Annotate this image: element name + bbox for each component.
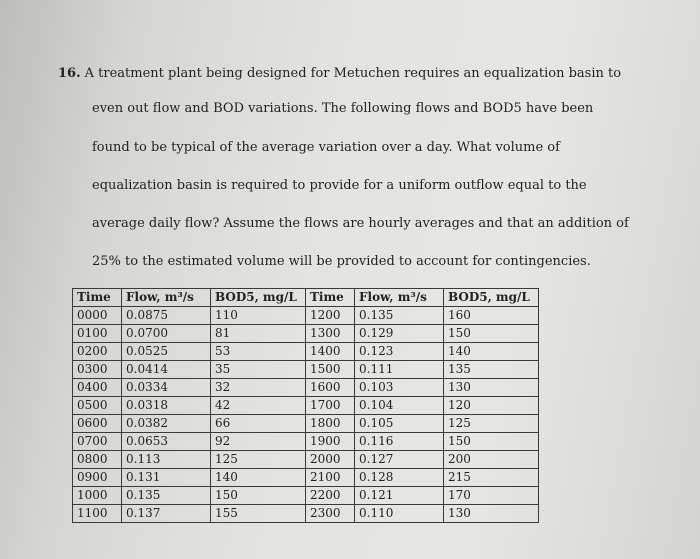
table-header-row [73, 289, 539, 307]
table-cell: 0.0700 [122, 325, 211, 343]
table-cell: 200 [444, 451, 539, 469]
problem-line-3: found to be typical of the average variation over a day. What volume of [92, 140, 560, 155]
table-cell: 66 [211, 415, 306, 433]
table-cell: 0400 [73, 379, 122, 397]
table-cell: 0100 [73, 325, 122, 343]
table-cell: 0.137 [122, 505, 211, 523]
table-cell: 110 [211, 307, 306, 325]
table-row [73, 343, 539, 361]
table-cell: 0900 [73, 469, 122, 487]
table-row [73, 361, 539, 379]
table-cell: 0.121 [355, 487, 444, 505]
table-cell: 0.127 [355, 451, 444, 469]
problem-line-2: even out flow and BOD variations. The following flows and BOD5 have been [92, 101, 594, 116]
table-cell: 150 [444, 325, 539, 343]
table-cell: 160 [444, 307, 539, 325]
table-cell: 2000 [306, 451, 355, 469]
table-cell: 92 [211, 433, 306, 451]
table-cell: 150 [444, 433, 539, 451]
table-cell: 155 [211, 505, 306, 523]
table-row [73, 469, 539, 487]
table-row [73, 307, 539, 325]
header-bod-2: BOD5, mg/L [444, 289, 539, 307]
table-cell: 32 [211, 379, 306, 397]
table-cell: 0000 [73, 307, 122, 325]
table-cell: 140 [211, 469, 306, 487]
table-cell: 130 [444, 505, 539, 523]
table-cell: 0.135 [122, 487, 211, 505]
table-cell: 135 [444, 361, 539, 379]
table-cell: 0800 [73, 451, 122, 469]
table-body [73, 307, 539, 523]
table-cell: 0200 [73, 343, 122, 361]
table-cell: 1000 [73, 487, 122, 505]
table-cell: 130 [444, 379, 539, 397]
header-bod-1: BOD5, mg/L [211, 289, 306, 307]
table-cell: 0.131 [122, 469, 211, 487]
table-cell: 0300 [73, 361, 122, 379]
table-cell: 0600 [73, 415, 122, 433]
table-cell: 0.105 [355, 415, 444, 433]
table-cell: 140 [444, 343, 539, 361]
table-row [73, 379, 539, 397]
table-cell: 0.0414 [122, 361, 211, 379]
table-cell: 2300 [306, 505, 355, 523]
table-cell: 0500 [73, 397, 122, 415]
table-cell: 125 [444, 415, 539, 433]
header-flow-2: Flow, m³/s [355, 289, 444, 307]
table-row [73, 397, 539, 415]
table-cell: 0.104 [355, 397, 444, 415]
table-cell: 215 [444, 469, 539, 487]
table-cell: 150 [211, 487, 306, 505]
table-cell: 1100 [73, 505, 122, 523]
table-cell: 0.0525 [122, 343, 211, 361]
table-cell: 0.103 [355, 379, 444, 397]
table-cell: 42 [211, 397, 306, 415]
table-cell: 2100 [306, 469, 355, 487]
problem-line-4: equalization basin is required to provide for a uniform outflow equal to the [92, 178, 587, 193]
table-row [73, 415, 539, 433]
table-row [73, 433, 539, 451]
table-cell: 1200 [306, 307, 355, 325]
table-cell: 0.0875 [122, 307, 211, 325]
table-cell: 125 [211, 451, 306, 469]
header-time-1: Time [73, 289, 122, 307]
table-cell: 1300 [306, 325, 355, 343]
table-cell: 1900 [306, 433, 355, 451]
table-cell: 2200 [306, 487, 355, 505]
header-flow-1: Flow, m³/s [122, 289, 211, 307]
table-cell: 81 [211, 325, 306, 343]
table-cell: 1400 [306, 343, 355, 361]
table-cell: 120 [444, 397, 539, 415]
table-cell: 0.0334 [122, 379, 211, 397]
table-cell: 1600 [306, 379, 355, 397]
table-cell: 0.123 [355, 343, 444, 361]
table-cell: 0.111 [355, 361, 444, 379]
table-cell: 35 [211, 361, 306, 379]
table-cell: 170 [444, 487, 539, 505]
table-cell: 0.116 [355, 433, 444, 451]
table-cell: 1800 [306, 415, 355, 433]
table-row [73, 325, 539, 343]
table-cell: 0.110 [355, 505, 444, 523]
problem-line-1: 16. A treatment plant being designed for Metuchen requires an equalization basin to [58, 66, 622, 81]
problem-line-5: average daily flow? Assume the flows are hourly averages and that an addition of [92, 216, 629, 231]
table-cell: 0.135 [355, 307, 444, 325]
table-cell: 0.0653 [122, 433, 211, 451]
table-cell: 0.129 [355, 325, 444, 343]
table-cell: 0.0382 [122, 415, 211, 433]
table-cell: 53 [211, 343, 306, 361]
problem-number: 16. [58, 66, 81, 81]
table-cell: 0700 [73, 433, 122, 451]
header-time-2: Time [306, 289, 355, 307]
problem-line-6: 25% to the estimated volume will be provided to account for contingencies. [92, 254, 591, 269]
table-cell: 1500 [306, 361, 355, 379]
table-row [73, 487, 539, 505]
table-cell: 0.0318 [122, 397, 211, 415]
flow-bod-table [72, 288, 539, 523]
table-cell: 0.128 [355, 469, 444, 487]
table-cell: 1700 [306, 397, 355, 415]
table-cell: 0.113 [122, 451, 211, 469]
table-row [73, 451, 539, 469]
table-row [73, 505, 539, 523]
